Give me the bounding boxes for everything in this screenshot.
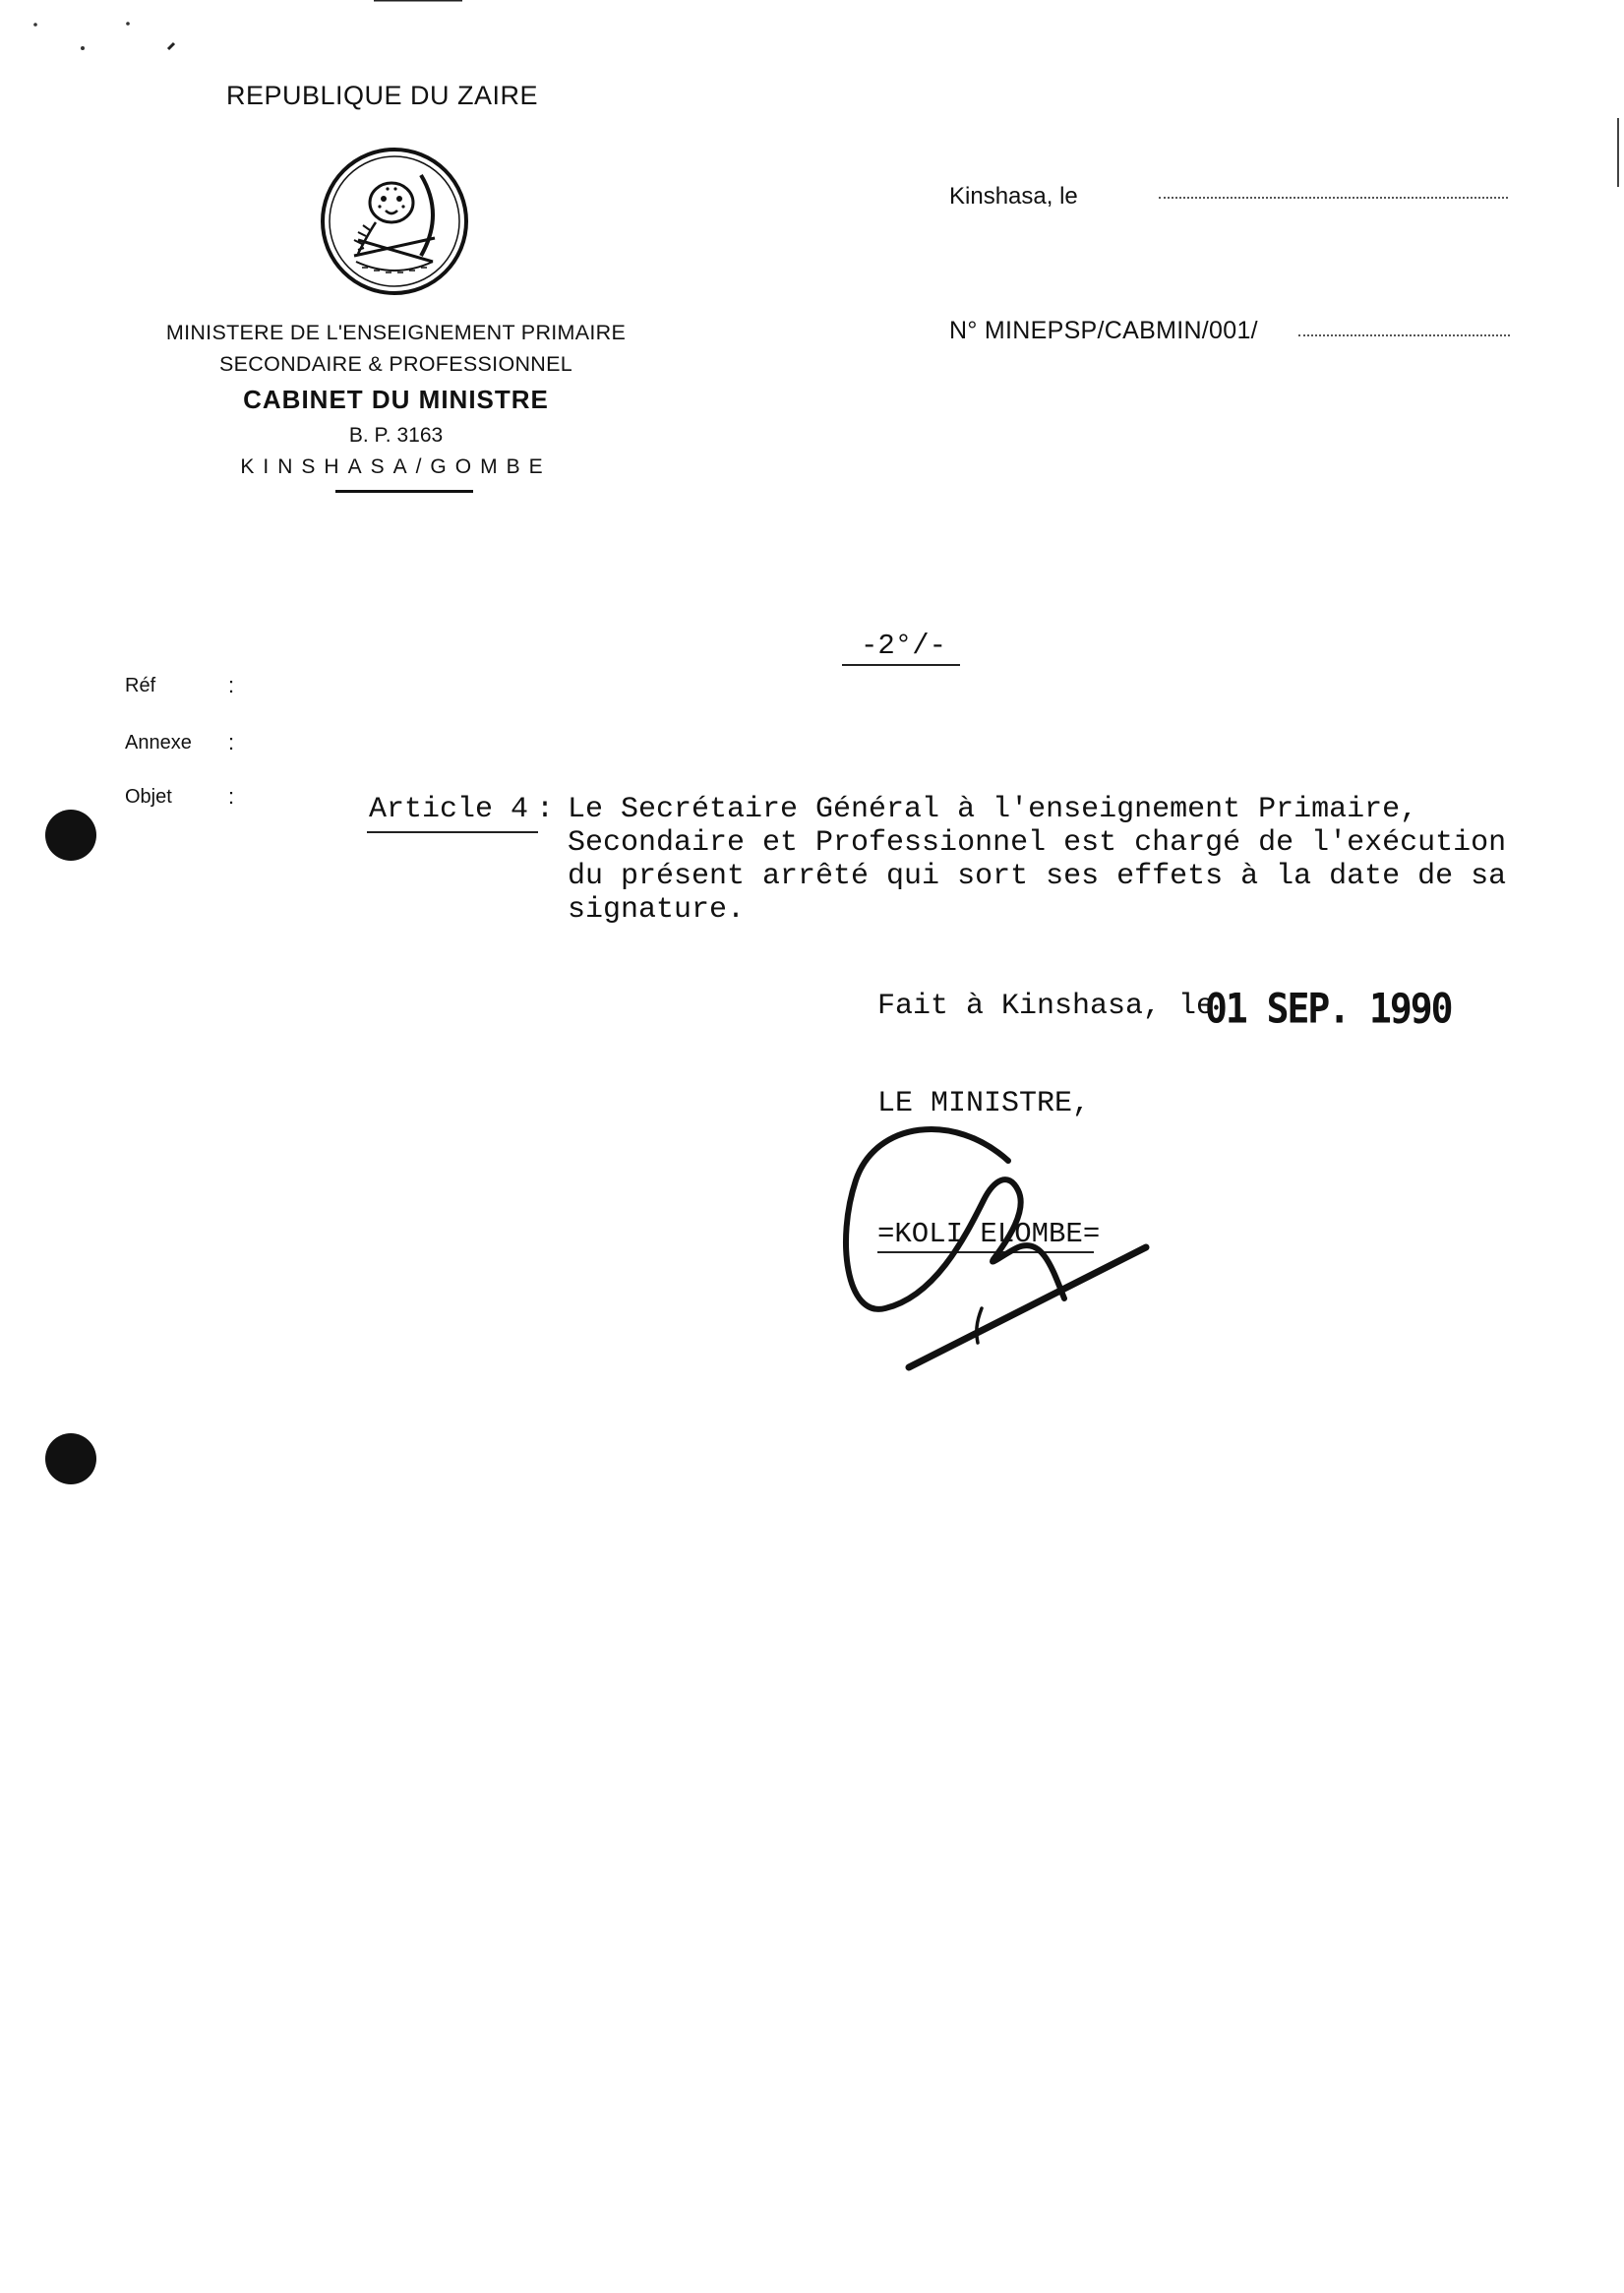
republic-title: REPUBLIQUE DU ZAIRE: [226, 81, 539, 110]
objet-label: Objet: [125, 786, 172, 808]
handwritten-signature: [807, 1121, 1161, 1397]
date-blank-line: [1159, 197, 1508, 199]
article-text-line: du présent arrêté qui sort ses effets à la date de sa: [568, 860, 1507, 893]
ref-label: Réf: [125, 675, 156, 696]
place-date-label: Kinshasa, le: [949, 183, 1078, 210]
ref-colon: :: [228, 673, 235, 697]
place-and-date: Fait à Kinshasa, le: [877, 990, 1215, 1023]
signatory-title: LE MINISTRE,: [877, 1087, 1091, 1120]
annexe-label: Annexe: [125, 732, 192, 754]
objet-colon: :: [228, 784, 235, 809]
cabinet-title: CABINET DU MINISTRE: [243, 385, 549, 414]
po-box: B. P. 3163: [348, 424, 444, 447]
coat-of-arms-seal-icon: [319, 146, 470, 297]
annexe-colon: :: [228, 730, 235, 754]
city-address: KINSHASA/GOMBE: [240, 455, 552, 478]
signatory-name: =KOLI ELOMBE=: [877, 1218, 1101, 1250]
ministry-name-line2: SECONDAIRE & PROFESSIONNEL: [218, 352, 573, 376]
article-text-line: Secondaire et Professionnel est chargé de l'exécution: [568, 826, 1507, 860]
page-number: -2°/-: [861, 630, 947, 662]
punch-hole: [45, 1433, 96, 1484]
punch-hole: [45, 810, 96, 861]
page-number-underline: [842, 664, 960, 666]
article-text-line: signature.: [568, 893, 746, 927]
article-underline: [367, 831, 538, 833]
article-separator: :: [536, 793, 555, 826]
date-stamp: 01 SEP. 1990: [1205, 984, 1452, 1033]
reference-blank-line: [1298, 334, 1510, 336]
article-text-line: Le Secrétaire Général à l'enseignement Primaire,: [568, 793, 1418, 826]
city-underline: [335, 490, 473, 493]
ministry-name-line1: MINISTERE DE L'ENSEIGNEMENT PRIMAIRE: [165, 321, 627, 344]
article-label: Article 4: [369, 793, 529, 826]
reference-number: N° MINEPSP/CABMIN/001/: [949, 317, 1258, 344]
